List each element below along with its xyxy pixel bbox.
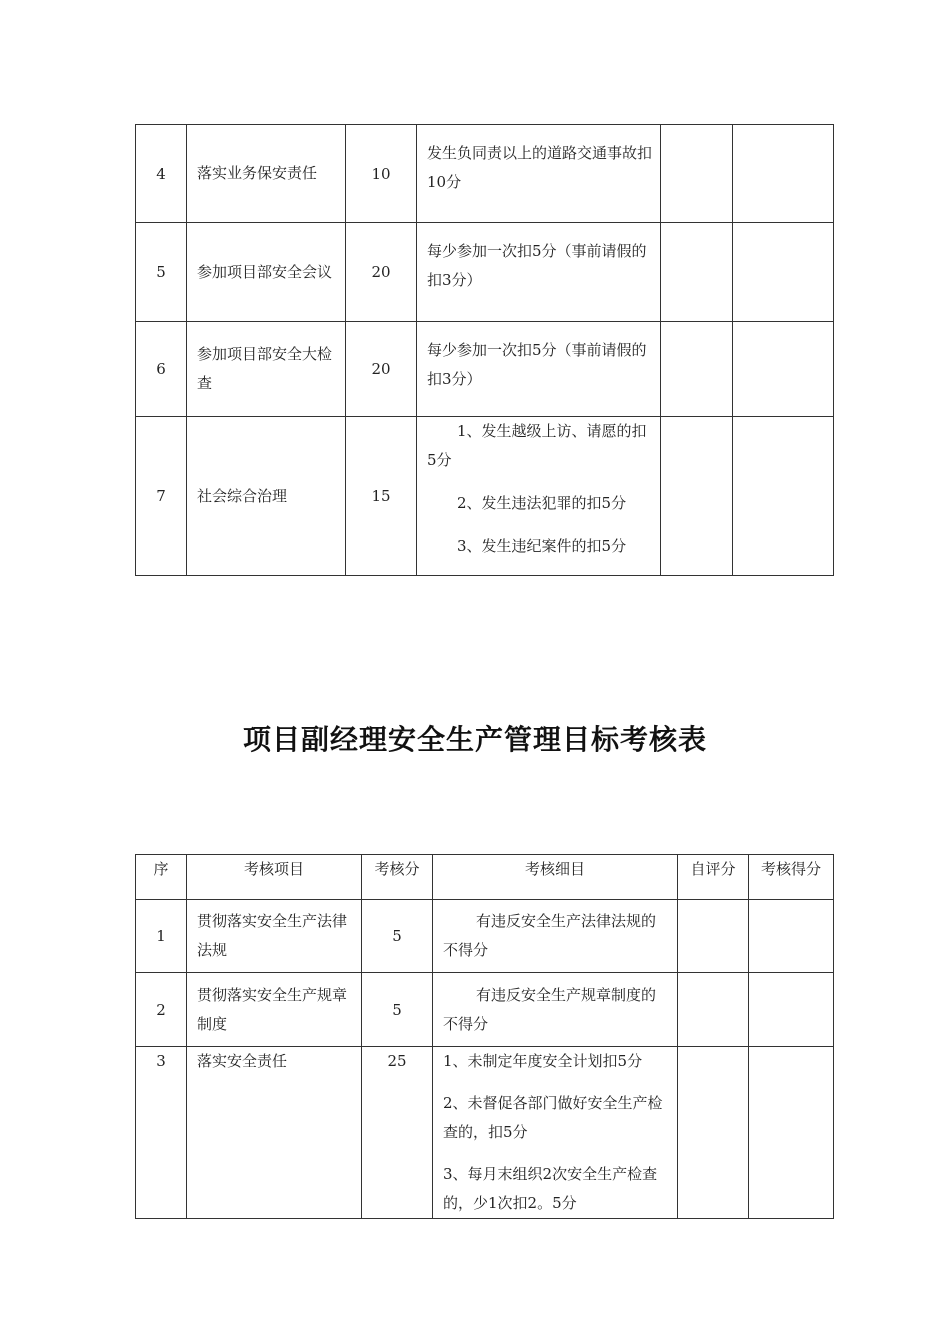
header-detail: 考核细目 (433, 855, 678, 900)
header-self-score: 自评分 (678, 855, 749, 900)
table-header-row (136, 855, 834, 900)
assessment-score: 10 (346, 125, 417, 223)
row-number: 3 (136, 1047, 187, 1219)
row-number: 5 (136, 223, 187, 322)
header-final-score: 考核得分 (749, 855, 834, 900)
final-score-cell (733, 417, 834, 576)
assessment-detail: 每少参加一次扣5分（事前请假的扣3分） (417, 223, 661, 322)
final-score-cell (749, 1047, 834, 1219)
final-score-cell (733, 322, 834, 417)
self-score-cell (678, 900, 749, 973)
self-score-cell (661, 417, 733, 576)
final-score-cell (733, 223, 834, 322)
assessment-table-continued (135, 124, 834, 576)
assessment-item: 参加项目部安全会议 (187, 223, 346, 322)
assessment-score: 20 (346, 322, 417, 417)
header-number: 序 (136, 855, 187, 900)
table-row (136, 973, 834, 1047)
row-number: 2 (136, 973, 187, 1047)
table-row (136, 223, 834, 322)
assessment-detail: 有违反安全生产法律法规的不得分 (433, 900, 678, 973)
assessment-score: 20 (346, 223, 417, 322)
header-item: 考核项目 (187, 855, 362, 900)
assessment-score: 25 (362, 1047, 433, 1219)
assessment-item: 参加项目部安全大检查 (187, 322, 346, 417)
header-score: 考核分 (362, 855, 433, 900)
assessment-detail: 有违反安全生产规章制度的不得分 (433, 973, 678, 1047)
assessment-item: 贯彻落实安全生产法律法规 (187, 900, 362, 973)
self-score-cell (661, 223, 733, 322)
assessment-item: 贯彻落实安全生产规章制度 (187, 973, 362, 1047)
final-score-cell (749, 973, 834, 1047)
self-score-cell (678, 973, 749, 1047)
self-score-cell (661, 125, 733, 223)
assessment-item: 落实业务保安责任 (187, 125, 346, 223)
table-row (136, 900, 834, 973)
final-score-cell (733, 125, 834, 223)
table-row (136, 1047, 834, 1219)
table-row (136, 417, 834, 576)
row-number: 1 (136, 900, 187, 973)
assessment-item: 落实安全责任 (187, 1047, 362, 1219)
page-title: 项目副经理安全生产管理目标考核表 (242, 723, 707, 756)
assessment-score: 5 (362, 973, 433, 1047)
table-row (136, 322, 834, 417)
assessment-detail: 发生负同责以上的道路交通事故扣10分 (417, 125, 661, 223)
assessment-score: 5 (362, 900, 433, 973)
self-score-cell (678, 1047, 749, 1219)
final-score-cell (749, 900, 834, 973)
row-number: 4 (136, 125, 187, 223)
assessment-detail: 1、未制定年度安全计划扣5分 2、未督促各部门做好安全生产检查的，扣5分 3、每月末组织2次安全生产检查的，少1次扣2。5分 (433, 1047, 678, 1219)
row-number: 7 (136, 417, 187, 576)
row-number: 6 (136, 322, 187, 417)
assessment-item: 社会综合治理 (187, 417, 346, 576)
self-score-cell (661, 322, 733, 417)
assessment-table (135, 854, 834, 1219)
assessment-detail: 1、发生越级上访、请愿的扣5分 2、发生违法犯罪的扣5分 3、发生违纪案件的扣5分 (417, 417, 661, 576)
assessment-score: 15 (346, 417, 417, 576)
assessment-detail: 每少参加一次扣5分（事前请假的扣3分） (417, 322, 661, 417)
table-row (136, 125, 834, 223)
